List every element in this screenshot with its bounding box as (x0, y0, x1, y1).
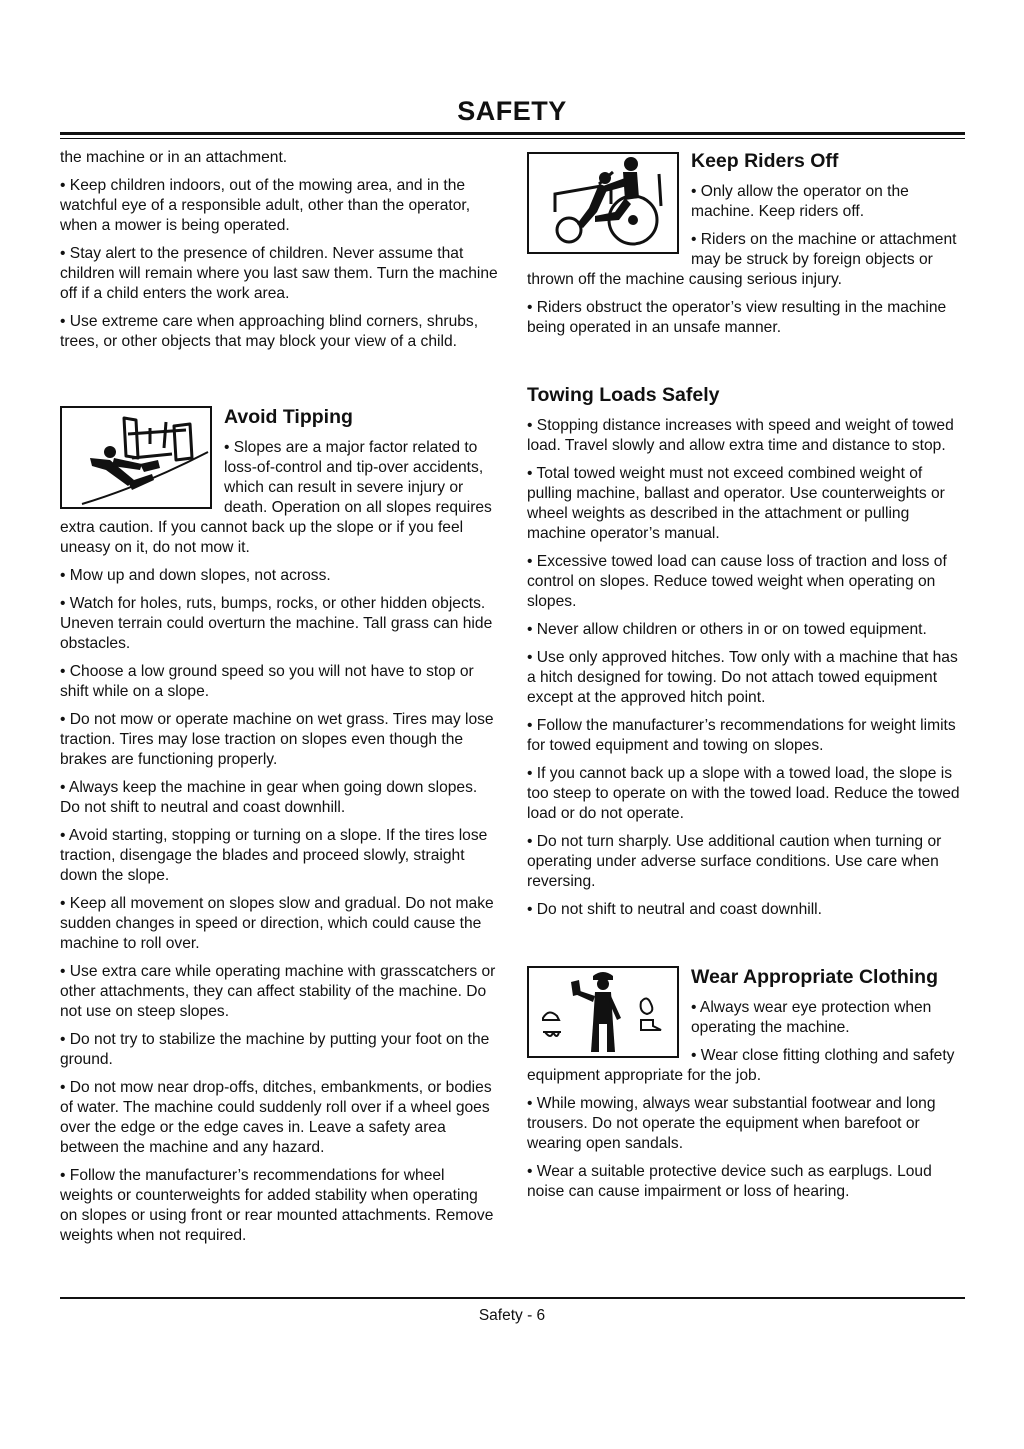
page-number: Safety - 6 (478, 1307, 546, 1324)
right-column (527, 148, 965, 1210)
section-keep-riders-off (527, 148, 965, 338)
bullet-item: • Do not shift to neutral and coast downhill. (527, 901, 822, 918)
bullet-item: • Follow the manufacturer’s recommendations for wheel weights or counterweights for added stability when operating on slopes or using front or rear mounted attachments. Remove weights when not required. (60, 1167, 494, 1244)
bullet-item: • Stopping distance increases with speed and weight of towed load. Travel slowly and allow extra time and distance to stop. (527, 417, 954, 454)
bullet-item: • Slopes are a major factor related to loss-of-control and tip-over accidents, which can result in severe injury or death. Operation on all slopes requires extra caution. If you cannot back up the slope or if you feel uneasy on it, do not mow it. (60, 439, 492, 556)
bullet-item: • Never allow children or others in or on towed equipment. (527, 621, 927, 638)
bullet-item: • Follow the manufacturer’s recommendations for weight limits for towed equipment and towing on slopes. (527, 717, 956, 754)
bullet-item: • Use only approved hitches. Tow only with a machine that has a hitch designed for towing. Do not attach towed equipment except at the approved hitch point. (527, 649, 958, 706)
bullet-item: • Do not mow near drop-offs, ditches, embankments, or bodies of water. The machine could suddenly roll over if a wheel goes over the edge or the edge caves in. Leave a safety area between the machine and any hazard. (60, 1079, 492, 1156)
heading-avoid-tipping: Avoid Tipping (224, 406, 353, 428)
bullet-item: • Keep all movement on slopes slow and gradual. Do not make sudden changes in speed or direction, which could cause the machine to roll over. (60, 895, 494, 952)
bullet-item: • While mowing, always wear substantial footwear and long trousers. Do not operate the equipment when barefoot or wearing open sandals. (527, 1095, 936, 1152)
bullet-item: • Wear a suitable protective device such as earplugs. Loud noise can cause impairment or loss of hearing. (527, 1163, 932, 1200)
section-towing-loads (527, 382, 965, 920)
bullet-item: • Use extra care while operating machine with grasscatchers or other attachments, they can affect stability of the machine. Do not use on steep slopes. (60, 963, 496, 1020)
bullet-item: • Riders obstruct the operator’s view resulting in the machine being operated in an unsafe manner. (527, 299, 947, 336)
bullet-item: • Avoid starting, stopping or turning on a slope. If the tires lose traction, disengage the blades and proceed slowly, straight down the slope. (60, 827, 488, 884)
heading-keep-riders-off: Keep Riders Off (691, 150, 839, 172)
bullet-item: • Stay alert to the presence of children. Never assume that children will remain where you last saw them. Turn the machine off if a child enters the work area. (60, 245, 498, 302)
bullet-item: • Do not try to stabilize the machine by putting your foot on the ground. (60, 1031, 490, 1068)
page-title: SAFETY (457, 96, 567, 126)
section-avoid-tipping (60, 404, 498, 1246)
footer-rule (60, 1297, 965, 1299)
bullet-item: • Choose a low ground speed so you will not have to stop or shift while on a slope. (60, 663, 474, 700)
bullet-item: • Keep children indoors, out of the mowing area, and in the watchful eye of a responsible adult, other than the operator, when a mower is being operated. (60, 177, 471, 234)
bullet-item: • Only allow the operator on the machine. Keep riders off. (691, 183, 909, 220)
bullet-item: • If you cannot back up a slope with a towed load, the slope is too steep to operate on with the towed load. Reduce the towed load or do not operate. (527, 765, 960, 822)
bullet-item: • Total towed weight must not exceed combined weight of pulling machine, ballast and operator. Use counterweights or wheel weights as described in the attachment or pulling machine operator’s manual. (527, 465, 945, 542)
bullet-item: • Mow up and down slopes, not across. (60, 567, 331, 584)
bullet-item: • Use extreme care when approaching blind corners, shrubs, trees, or other objects that may block your view of a child. (60, 313, 479, 350)
bullet-item: • Do not mow or operate machine on wet grass. Tires may lose traction. Tires may lose traction on slopes even though the brakes are functioning properly. (60, 711, 494, 768)
tipping-tractor-icon (60, 406, 212, 509)
bullet-item: • Watch for holes, ruts, bumps, rocks, or other hidden objects. Uneven terrain could overturn the machine. Tall grass can hide obstacles. (60, 595, 493, 652)
heading-towing-loads: Towing Loads Safely (527, 384, 720, 406)
bullet-item: • Riders on the machine or attachment may be struck by foreign objects or thrown off the machine causing serious injury. (527, 231, 957, 288)
bullet-item: • Always keep the machine in gear when going down slopes. Do not shift to neutral and coast downhill. (60, 779, 478, 816)
section-appropriate-clothing (527, 964, 965, 1202)
rider-tractor-icon (527, 152, 679, 254)
header-rule-thin (60, 138, 965, 139)
protective-clothing-icon (527, 966, 679, 1058)
left-column (60, 148, 498, 1254)
bullet-item: • Do not turn sharply. Use additional caution when turning or operating under adverse surface conditions. Use care when reversing. (527, 833, 942, 890)
bullet-item: • Wear close fitting clothing and safety equipment appropriate for the job. (527, 1047, 955, 1084)
bullet-item: • Excessive towed load can cause loss of traction and loss of control on slopes. Reduce towed weight when operating on slopes. (527, 553, 947, 610)
heading-appropriate-clothing: Wear Appropriate Clothing (691, 966, 939, 988)
bullet-item: • Always wear eye protection when operating the machine. (691, 999, 932, 1036)
header-rule-thick (60, 132, 965, 135)
paragraph: the machine or in an attachment. (60, 149, 288, 166)
